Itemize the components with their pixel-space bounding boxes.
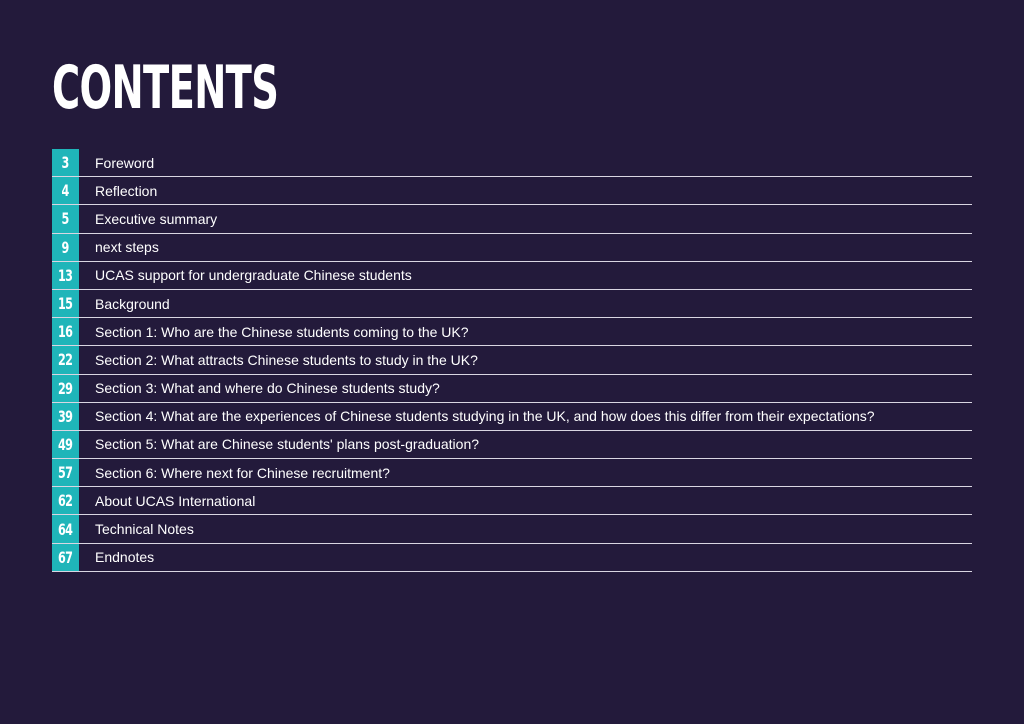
page-number: 67 xyxy=(58,547,73,567)
page-number-badge xyxy=(52,290,79,317)
page-number-badge xyxy=(52,459,79,486)
toc-entry[interactable] xyxy=(52,375,972,403)
entry-title[interactable]: Section 3: What and where do Chinese students study? xyxy=(95,380,440,397)
page-number-badge xyxy=(52,515,79,542)
page-number: 3 xyxy=(61,153,70,173)
page-number-badge xyxy=(52,431,79,458)
toc-entry[interactable] xyxy=(52,290,972,318)
entry-title[interactable]: Technical Notes xyxy=(95,521,194,538)
toc-entry[interactable] xyxy=(52,431,972,459)
toc-entry[interactable] xyxy=(52,205,972,233)
page-number: 15 xyxy=(58,294,73,314)
entry-title[interactable]: Background xyxy=(95,295,170,312)
entry-title[interactable]: Reflection xyxy=(95,182,158,199)
page-number-badge xyxy=(52,205,79,232)
entry-title[interactable]: Section 2: What attracts Chinese students to study in the UK? xyxy=(95,351,478,368)
page-number-badge xyxy=(52,262,79,289)
toc-entry[interactable] xyxy=(52,346,972,374)
toc-entry[interactable] xyxy=(52,177,972,205)
page-number-badge xyxy=(52,544,79,571)
page-number: 57 xyxy=(58,463,73,483)
page-number-badge xyxy=(52,346,79,373)
toc-entry[interactable] xyxy=(52,318,972,346)
page-number-badge xyxy=(52,177,79,204)
page-number-badge xyxy=(52,487,79,514)
toc-entry[interactable] xyxy=(52,403,972,431)
page-number-badge xyxy=(52,375,79,402)
page-number: 16 xyxy=(58,322,73,342)
toc-entry[interactable] xyxy=(52,234,972,262)
toc-entry[interactable] xyxy=(52,487,972,515)
page-number: 22 xyxy=(58,350,73,370)
page-number: 62 xyxy=(58,491,73,511)
page-number-badge xyxy=(52,403,79,430)
page-number-badge xyxy=(52,234,79,261)
page-number: 4 xyxy=(61,181,70,201)
entry-title[interactable]: Section 6: Where next for Chinese recruitment? xyxy=(95,464,390,481)
table-of-contents xyxy=(52,149,972,572)
entry-title[interactable]: UCAS support for undergraduate Chinese students xyxy=(95,267,412,284)
page-number-badge xyxy=(52,149,79,176)
page-number-badge xyxy=(52,318,79,345)
entry-title[interactable]: Section 1: Who are the Chinese students coming to the UK? xyxy=(95,323,469,340)
page-number: 9 xyxy=(61,237,70,257)
entry-title[interactable]: next steps xyxy=(95,239,159,256)
entry-title[interactable]: About UCAS International xyxy=(95,492,256,509)
page-number: 29 xyxy=(58,378,73,398)
entry-title[interactable]: Foreword xyxy=(95,154,155,171)
entry-title[interactable]: Section 5: What are Chinese students' plans post-graduation? xyxy=(95,436,480,453)
entry-title[interactable]: Executive summary xyxy=(95,210,218,227)
page-number: 5 xyxy=(61,209,70,229)
toc-entry[interactable] xyxy=(52,149,972,177)
page-number: 49 xyxy=(58,434,73,454)
toc-entry[interactable] xyxy=(52,515,972,543)
page-number: 13 xyxy=(58,265,73,285)
toc-entry[interactable] xyxy=(52,544,972,572)
toc-entry[interactable] xyxy=(52,262,972,290)
page-title: CONTENTS xyxy=(52,53,279,123)
toc-entry[interactable] xyxy=(52,459,972,487)
page-number: 64 xyxy=(58,519,73,539)
page-number: 39 xyxy=(58,406,73,426)
entry-title[interactable]: Endnotes xyxy=(95,549,155,566)
entry-title[interactable]: Section 4: What are the experiences of Chinese students studying in the UK, and how does this differ from their expectations? xyxy=(95,408,875,425)
